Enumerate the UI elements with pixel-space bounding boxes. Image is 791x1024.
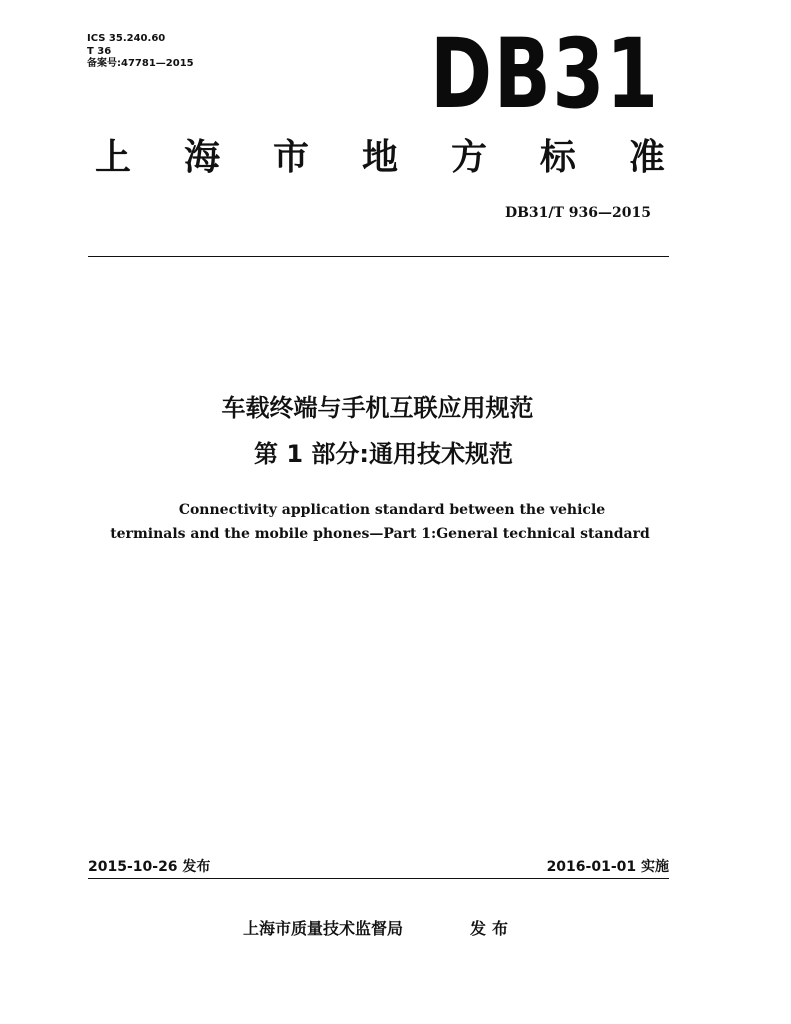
standard-type-char: 方 bbox=[450, 137, 487, 178]
english-title-line-1: Connectivity application standard between the vehicle bbox=[178, 502, 606, 518]
bottom-divider bbox=[88, 878, 669, 879]
ics-code: ICS 35.240.60 bbox=[87, 33, 166, 44]
header-meta bbox=[87, 33, 194, 71]
top-divider bbox=[88, 256, 669, 257]
standard-type-char: 地 bbox=[361, 137, 398, 178]
standard-type-char: 海 bbox=[183, 137, 220, 178]
chinese-title-line-2: 第 1 部分:通用技术规范 bbox=[253, 440, 513, 468]
standard-type-title bbox=[95, 138, 665, 178]
standard-type-char: 上 bbox=[95, 137, 132, 178]
record-number: 备案号:47781—2015 bbox=[87, 58, 194, 69]
issuing-authority: 上海市质量技术监督局 bbox=[243, 919, 404, 938]
implementation-date: 2016-01-01 实施 bbox=[546, 859, 669, 875]
english-title-line-2: terminals and the mobile phones—Part 1:General technical standard bbox=[110, 526, 650, 542]
standard-type-char: 准 bbox=[628, 137, 665, 178]
standard-number: DB31/T 936—2015 bbox=[504, 205, 651, 221]
chinese-title-line-1: 车载终端与手机互联应用规范 bbox=[221, 394, 534, 422]
standard-type-char: 标 bbox=[539, 137, 576, 178]
classification-code: T 36 bbox=[87, 45, 112, 57]
standard-type-char: 市 bbox=[272, 137, 309, 178]
issuer-action: 发布 bbox=[470, 919, 515, 938]
db31-logo: DB31 bbox=[430, 18, 660, 130]
issue-date: 2015-10-26 发布 bbox=[88, 859, 211, 875]
